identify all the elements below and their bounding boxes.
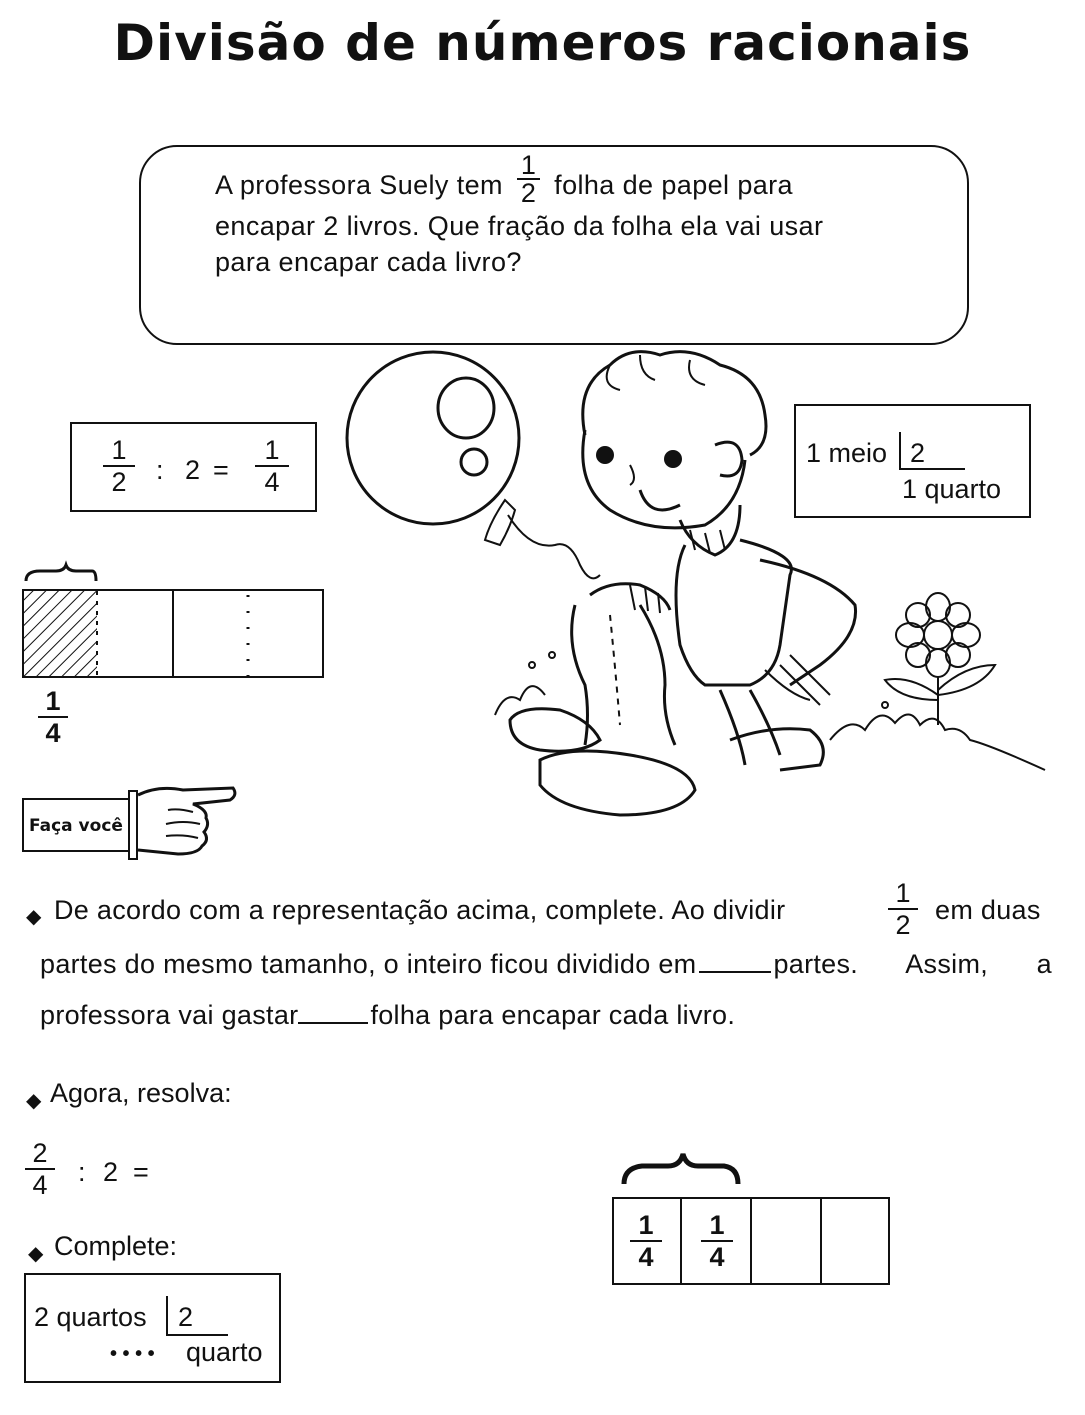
long-division-2-quotient: quarto (186, 1337, 263, 1367)
bar2-divider-3 (820, 1197, 822, 1285)
boy-illustration (490, 345, 1050, 835)
statement-fraction (888, 878, 918, 940)
problem-line-1 (215, 150, 905, 214)
problem-line-2: encapar 2 livros. Que fração da folha ela vai usar (215, 211, 824, 241)
bar-fraction-denominator: 4 (45, 718, 61, 748)
bullet-icon: ◆ (26, 1090, 42, 1112)
long-division-2-divisor: 2 (178, 1302, 194, 1332)
blank-fraction-input[interactable] (298, 1022, 368, 1024)
statement-line-2 (40, 949, 1052, 980)
statement-line-2-end: partes. Assim, a (773, 949, 1052, 979)
problem-fraction-denominator: 2 (520, 178, 537, 208)
badge-label: Faça você (29, 816, 123, 836)
statement-line-3-start: professora vai gastar (40, 1000, 299, 1030)
bar-fraction (38, 686, 68, 748)
statement-line-2-start: partes do mesmo tamanho, o inteiro ficou dividido em (40, 949, 697, 979)
long-division-1-divisor: 2 (910, 438, 926, 468)
solve-equals: = (133, 1157, 149, 1187)
problem-line-1-end: folha de papel para (554, 170, 793, 201)
bar-fraction-numerator: 1 (38, 686, 68, 718)
solve-fraction (25, 1138, 55, 1200)
bullet-icon: ◆ (28, 1243, 44, 1265)
solve-divisor: 2 (103, 1157, 119, 1187)
statement-line-3-end: folha para encapar cada livro. (370, 1000, 736, 1030)
statement-fraction-numerator: 1 (888, 878, 918, 910)
bullet-icon: ◆ (26, 906, 42, 928)
long-division-1-dividend: 1 meio (806, 438, 888, 468)
long-division-2-dividend: 2 quartos (34, 1302, 147, 1332)
blank-parts-input[interactable] (699, 971, 771, 973)
equation-result-numerator: 1 (255, 435, 289, 467)
equation-result-denominator: 4 (264, 467, 280, 497)
badge-cuff (128, 790, 138, 860)
statement-fraction-denominator: 2 (895, 910, 911, 940)
long-division-1-quotient: 1 quarto (902, 474, 1002, 504)
bar2-divider-2 (750, 1197, 752, 1285)
problem-text (215, 150, 905, 280)
bar2-brace (612, 1150, 912, 1190)
solve-fraction-numerator: 2 (25, 1138, 55, 1170)
equation-fraction-a (103, 435, 135, 497)
pointing-hand-icon (138, 780, 248, 860)
statement-line-3 (40, 1000, 735, 1031)
solve-label: Agora, resolva: (50, 1078, 232, 1108)
equation-result-fraction (255, 435, 289, 497)
equation-a-denominator: 2 (111, 467, 127, 497)
bar2-cell-1-denominator: 4 (638, 1242, 654, 1272)
bar2-cell-1-fraction (630, 1210, 662, 1272)
statement-line-1-end: em duas (935, 895, 1041, 925)
statement-line-1-start: De acordo com a representação acima, complete. Ao dividir (54, 895, 786, 925)
equation-operator: : (156, 455, 164, 485)
problem-line-3: para encapar cada livro? (215, 247, 522, 277)
shaded-quarter (24, 591, 97, 676)
complete-label: Complete: (54, 1231, 178, 1261)
equation-divisor: 2 (185, 455, 201, 485)
fraction-bar-diagram (20, 565, 340, 665)
statement-line-1 (54, 895, 785, 926)
equation-equals: = (213, 455, 229, 485)
bar2-cell-1-numerator: 1 (630, 1210, 662, 1242)
problem-line-1-start: A professora Suely tem (215, 170, 503, 201)
page-title: Divisão de números racionais (113, 14, 972, 72)
solve-operator: : (78, 1157, 86, 1187)
long-division-2-bracket (166, 1296, 228, 1336)
solve-fraction-denominator: 4 (32, 1170, 48, 1200)
problem-fraction (517, 152, 540, 206)
bar2-cell-2-denominator: 4 (709, 1242, 725, 1272)
bar2-cell-2-fraction (701, 1210, 733, 1272)
equation-a-numerator: 1 (103, 435, 135, 467)
problem-fraction-numerator: 1 (517, 152, 540, 180)
bar2-divider-1 (680, 1197, 682, 1285)
quarter-brace (26, 565, 96, 581)
bar2-cell-2-numerator: 1 (701, 1210, 733, 1242)
long-division-2-dots[interactable]: • • • • (110, 1343, 155, 1365)
